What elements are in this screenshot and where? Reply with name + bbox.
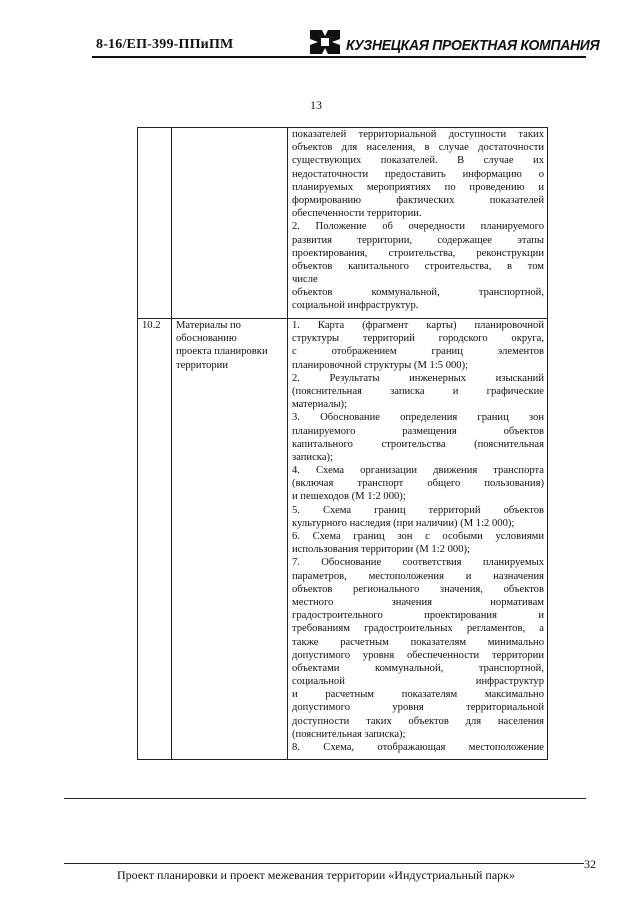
text-line: числе	[292, 274, 318, 286]
row-name-line: проекта планировки	[176, 346, 268, 358]
text-line: 5. Схема границ территорий объектов	[292, 504, 544, 516]
text-line: социальной инфраструктур.	[292, 300, 419, 312]
text-line: градостроительного проектирования и	[292, 610, 544, 622]
row-name-cell	[172, 319, 288, 760]
text-line: формированию фактических показателей	[292, 194, 544, 206]
table-row	[138, 319, 548, 760]
text-line: обеспеченности территории.	[292, 208, 422, 220]
text-line: допустимого уровня обеспеченности территории	[292, 649, 544, 661]
text-line: 2. Положение об очередности планируемого	[292, 221, 544, 233]
table-row	[138, 128, 548, 319]
text-line: и пешеходов (М 1:2 000);	[292, 491, 406, 503]
text-line: структуры территорий городского округа,	[292, 333, 544, 345]
text-line: показателей территориальной доступности таких	[292, 129, 544, 140]
footer-title: Проект планировки и проект межевания территории «Индустриальный парк»	[117, 868, 515, 882]
text-line: также расчетным показателям минимально	[292, 636, 544, 648]
page-number: 13	[310, 98, 322, 112]
footer-rule	[64, 863, 584, 864]
footnote-rule	[64, 798, 586, 799]
company-name: КУЗНЕЦКАЯ ПРОЕКТНАЯ КОМПАНИЯ	[346, 37, 600, 54]
text-line: объектами коммунальной, транспортной,	[292, 662, 544, 674]
text-line: (пояснительная записка и графические	[292, 385, 544, 397]
text-line: с отображением границ элементов	[292, 346, 544, 358]
text-line: местного значения нормативам	[292, 596, 544, 608]
text-line: планируемых мероприятиях по проведению и	[292, 181, 544, 193]
text-line: требованиям градостроительных регламентов, а	[292, 623, 544, 635]
text-line: существующих показателей. В случае их	[292, 155, 544, 167]
requirements-table	[137, 127, 548, 760]
text-line: недостаточности предоставить информацию о	[292, 168, 544, 180]
text-line: объектов регионального значения, объектов	[292, 583, 544, 595]
row-text-cell	[288, 128, 548, 319]
text-line: использования территории (М 1:2 000);	[292, 544, 470, 556]
row-name-line: Материалы по	[176, 320, 241, 331]
text-line: объектов капитального строительства, в том	[292, 260, 544, 272]
row-text-cell	[288, 319, 548, 760]
text-line: 7. Обоснование соответствия планируемых	[292, 557, 544, 569]
row-name-line: территории	[176, 359, 229, 371]
row-number-cell	[138, 319, 172, 760]
text-line: (пояснительная записка);	[292, 728, 406, 740]
text-line: планируемого размещения объектов	[292, 425, 544, 437]
text-line: социальной инфраструктур	[292, 676, 544, 688]
text-line: капитального строительства (пояснительная	[292, 438, 544, 450]
text-line: проектирования, строительства, реконструкции	[292, 247, 544, 259]
text-line: 8. Схема, отображающая местоположение	[292, 742, 544, 753]
text-line: и расчетным показателям максимально	[292, 689, 544, 701]
text-line: культурного наследия (при наличии) (М 1:2 000);	[292, 517, 515, 529]
text-line: 4. Схема организации движения транспорта	[292, 465, 544, 477]
text-line: 1. Карта (фрагмент карты) планировочной	[292, 320, 544, 331]
text-line: доступности таких объектов для населения	[292, 715, 544, 727]
header-rule	[92, 56, 586, 58]
text-line: 3. Обоснование определения границ зон	[292, 412, 544, 424]
row-number-cell	[138, 128, 172, 319]
text-line: развития территории, содержащее этапы	[292, 234, 544, 246]
text-line: (включая транспорт общего пользования)	[292, 478, 544, 490]
text-line: материалы);	[292, 399, 348, 411]
text-line: 6. Схема границ зон с особыми условиями	[292, 531, 544, 542]
row-name-line: обоснованию	[176, 333, 237, 345]
text-line: параметров, местоположения и назначения	[292, 570, 544, 582]
row-number: 10.2	[142, 320, 161, 331]
text-line: планировочной структуры (М 1:5 000);	[292, 359, 469, 371]
text-line: объектов коммунальной, транспортной,	[292, 287, 544, 299]
row-name-cell	[172, 128, 288, 319]
text-line: записка);	[292, 451, 333, 463]
page-header	[0, 0, 632, 72]
footer-page-number: 32	[584, 857, 596, 871]
text-line: 2. Результаты инженерных изысканий	[292, 372, 544, 384]
text-line: допустимого уровня территориальной	[292, 702, 544, 714]
text-line: объектов для населения, в случае достаточности	[292, 142, 544, 154]
company-logo-icon	[310, 30, 340, 54]
document-code: 8-16/ЕП-399-ППиПМ	[96, 37, 234, 52]
